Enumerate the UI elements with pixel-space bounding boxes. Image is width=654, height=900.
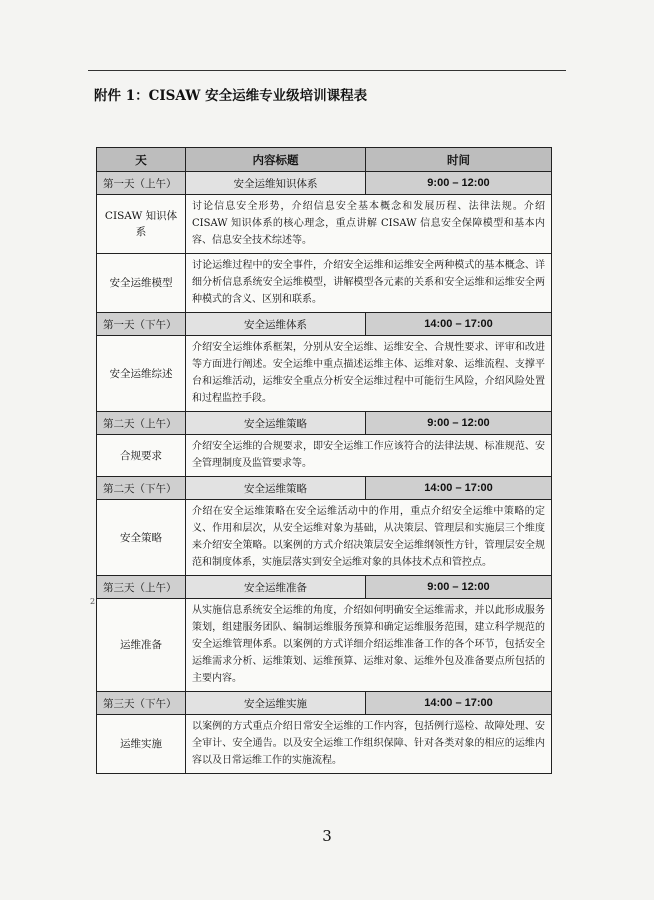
- session-row: [97, 477, 552, 500]
- session-time: 14:00 – 17:00: [366, 477, 552, 500]
- content-row: [97, 336, 552, 412]
- session-time: 14:00 – 17:00: [366, 692, 552, 715]
- session-day: 第二天（下午）: [97, 477, 186, 500]
- content-description: 介绍安全运维的合规要求，即安全运维工作应该符合的法律法规、标准规范、安全管理制度及监管要求等。: [186, 435, 552, 477]
- content-label: CISAW 知识体系: [97, 195, 186, 254]
- content-label: 安全策略: [97, 500, 186, 576]
- session-row: [97, 313, 552, 336]
- session-topic: 安全运维策略: [186, 412, 366, 435]
- content-description: 以案例的方式重点介绍日常安全运维的工作内容，包括例行巡检、故障处理、安全审计、安全通告。以及安全运维工作组织保障、针对各类对象的相应的运维内容以及日常运维工作的实施流程。: [186, 715, 552, 774]
- content-description: 介绍在安全运维策略在安全运维活动中的作用，重点介绍安全运维中策略的定义、作用和层次，从安全运维对象为基础，从决策层、管理层和实施层三个维度来介绍安全策略。以案例的方式介绍决策层安全运维纲领性方针，管理层安全规范和制度体系，实施层落实到安全运维对象的具体技术点和管控点。: [186, 500, 552, 576]
- session-topic: 安全运维策略: [186, 477, 366, 500]
- page-number: 3: [322, 827, 332, 845]
- session-time: 9:00 – 12:00: [366, 576, 552, 599]
- header-time: 时间: [366, 148, 552, 172]
- content-label: 安全运维模型: [97, 254, 186, 313]
- session-day: 第一天（下午）: [97, 313, 186, 336]
- session-day: 第三天（上午）: [97, 576, 186, 599]
- session-day: 第三天（下午）: [97, 692, 186, 715]
- content-row: [97, 254, 552, 313]
- header-topic: 内容标题: [186, 148, 366, 172]
- content-description: 讨论运维过程中的安全事件，介绍安全运维和运维安全两种模式的基本概念、详细分析信息系统安全运维模型，讲解模型各元素的关系和安全运维和运维安全两种模式的含义、区别和联系。: [186, 254, 552, 313]
- content-description: 介绍安全运维体系框架，分别从安全运维、运维安全、合规性要求、评审和改进等方面进行阐述。安全运维中重点描述运维主体、运维对象、运维流程、支撑平台和运维活动，运维安全重点分析安全运维过程中可能衍生风险，介绍风险处置和过程监控手段。: [186, 336, 552, 412]
- session-topic: 安全运维准备: [186, 576, 366, 599]
- session-topic: 安全运维知识体系: [186, 172, 366, 195]
- table-header-row: [97, 148, 552, 172]
- scan-mark: 2: [90, 597, 96, 606]
- content-row: [97, 500, 552, 576]
- session-time: 9:00 – 12:00: [366, 172, 552, 195]
- content-label: 安全运维综述: [97, 336, 186, 412]
- session-row: [97, 576, 552, 599]
- session-row: [97, 172, 552, 195]
- session-row: [97, 692, 552, 715]
- session-time: 9:00 – 12:00: [366, 412, 552, 435]
- content-description: 讨论信息安全形势，介绍信息安全基本概念和发展历程、法律法规。介绍 CISAW 知识体系的核心理念，重点讲解 CISAW 信息安全保障模型和基本内容、信息安全技术综述等。: [186, 195, 552, 254]
- header-rule: [88, 70, 566, 71]
- document-title: 附件 1：CISAW 安全运维专业级培训课程表: [94, 88, 368, 104]
- session-day: 第一天（上午）: [97, 172, 186, 195]
- session-day: 第二天（上午）: [97, 412, 186, 435]
- content-row: [97, 599, 552, 692]
- header-day: 天: [97, 148, 186, 172]
- session-topic: 安全运维体系: [186, 313, 366, 336]
- content-description: 从实施信息系统安全运维的角度，介绍如何明确安全运维需求，并以此形成服务策划，组建服务团队、编制运维服务预算和确定运维服务范围，建立科学规范的安全运维管理体系。以案例的方式详细介绍运维准备工作的各个环节，包括安全运维需求分析、运维策划、运维预算、运维对象、运维外包及准备要点所包括的主要内容。: [186, 599, 552, 692]
- content-row: [97, 435, 552, 477]
- content-label: 合规要求: [97, 435, 186, 477]
- content-label: 运维准备: [97, 599, 186, 692]
- course-schedule-table: [96, 147, 552, 774]
- content-label: 运维实施: [97, 715, 186, 774]
- session-row: [97, 412, 552, 435]
- session-time: 14:00 – 17:00: [366, 313, 552, 336]
- session-topic: 安全运维实施: [186, 692, 366, 715]
- content-row: [97, 715, 552, 774]
- content-row: [97, 195, 552, 254]
